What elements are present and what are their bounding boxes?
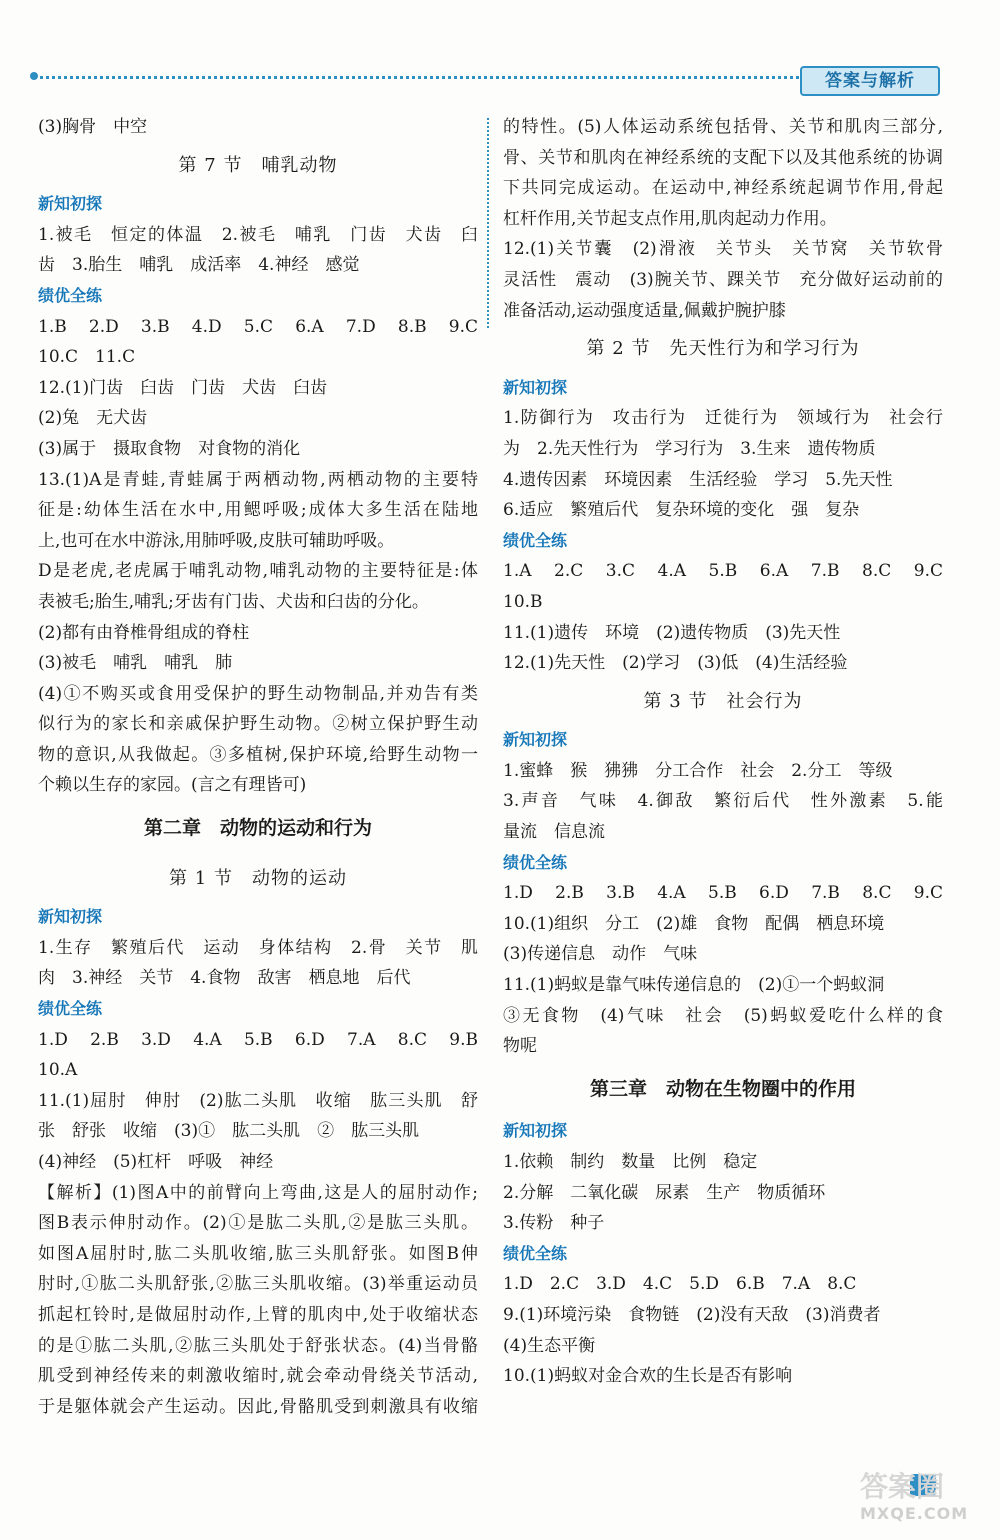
right-column	[503, 112, 943, 1392]
text-line: 10.C 11.C	[38, 347, 136, 368]
text-line: 11.(1)蚂蚁是靠气味传递信息的 (2)①一个蚂蚁洞	[503, 975, 885, 996]
text-line: 骨、关节和肌肉在神经系统的支配下以及其他系统的协调	[503, 147, 943, 168]
text-line: (3)被毛 哺乳 哺乳 肺	[38, 653, 233, 674]
watermark-logo	[860, 1470, 980, 1530]
text-line: 征是:幼体生活在水中,用鳃呼吸;成体大多生活在陆地	[38, 500, 478, 521]
text-line: 肘时,①肱二头肌舒张,②肱三头肌收缩。(3)举重运动员	[38, 1274, 478, 1295]
text-line: 1.生存 繁殖后代 运动 身体结构 2.骨 关节 肌	[38, 937, 478, 958]
text-line: (2)都有由脊椎骨组成的脊柱	[38, 622, 250, 643]
section-tag: 绩优全练	[503, 852, 568, 872]
text-line: 1.D 2.B 3.B 4.A 5.B 6.D 7.B 8.C 9.C	[503, 883, 943, 904]
text-line: 表被毛;胎生,哺乳;牙齿有门齿、犬齿和臼齿的分化。	[38, 591, 429, 612]
text-line: 准备活动,运动强度适量,佩戴护腕护膝	[503, 300, 786, 321]
text-line: 如图A屈肘时,肱二头肌收缩,肱三头肌舒张。如图B伸	[38, 1243, 478, 1264]
text-line: (3)属于 摄取食物 对食物的消化	[38, 438, 301, 459]
text-line: 的是①肱二头肌,②肱三头肌处于舒张状态。(4)当骨骼	[38, 1335, 478, 1356]
text-line: 4.遗传因素 环境因素 生活经验 学习 5.先天性	[503, 469, 893, 490]
left-column	[38, 112, 478, 1422]
text-line: 1.B 2.D 3.B 4.D 5.C 6.A 7.D 8.B 9.C	[38, 316, 478, 337]
text-line: 图B表示伸肘动作。(2)①是肱二头肌,②是肱三头肌。	[38, 1213, 478, 1234]
text-line: 10.A	[38, 1060, 78, 1081]
section-tag: 绩优全练	[38, 999, 103, 1019]
text-line: 1.A 2.C 3.C 4.A 5.B 6.A 7.B 8.C 9.C	[503, 561, 943, 582]
text-line: 张 舒张 收缩 (3)① 肱二头肌 ② 肱三头肌	[38, 1121, 420, 1142]
text-line: (4)①不购买或食用受保护的野生动物制品,并劝告有类	[38, 683, 478, 704]
text-line: 6.适应 繁殖后代 复杂环境的变化 强 复杂	[503, 500, 860, 521]
text-line: D是老虎,老虎属于哺乳动物,哺乳动物的主要特征是:体	[38, 561, 478, 582]
text-line: 9.(1)环境污染 食物链 (2)没有天敌 (3)消费者	[503, 1304, 881, 1325]
text-line: 1.D 2.C 3.D 4.C 5.D 6.B 7.A 8.C	[503, 1274, 857, 1295]
text-line: 于是躯体就会产生运动。因此,骨骼肌受到刺激具有收缩	[38, 1396, 478, 1417]
section-heading: 第 2 节 先天性行为和学习行为	[586, 338, 860, 360]
text-line: 3.声音 气味 4.御敌 繁衍后代 性外激素 5.能	[503, 791, 943, 812]
section-tag: 新知初探	[38, 194, 103, 214]
column-divider	[487, 118, 489, 328]
watermark-text: 答案圈	[860, 1470, 945, 1503]
section-tag: 绩优全练	[503, 1243, 568, 1263]
text-line: 1.依赖 制约 数量 比例 稳定	[503, 1152, 758, 1172]
text-line: 10.(1)蚂蚁对金合欢的生长是否有影响	[503, 1366, 793, 1387]
text-line: 肌受到神经传来的刺激收缩时,就会牵动骨绕关节活动,	[38, 1366, 478, 1387]
text-line: 1.被毛 恒定的体温 2.被毛 哺乳 门齿 犬齿 臼	[38, 224, 478, 245]
text-line: 【解析】(1)图A中的前臂向上弯曲,这是人的屈肘动作;	[38, 1182, 478, 1203]
text-line: 12.(1)门齿 臼齿 门齿 犬齿 臼齿	[38, 377, 328, 398]
text-line: 11.(1)屈肘 伸肘 (2)肱二头肌 收缩 肱三头肌 舒	[38, 1090, 478, 1111]
text-line: 10.B	[503, 591, 543, 612]
text-line: 3.传粉 种子	[503, 1213, 605, 1234]
header-rule	[34, 76, 799, 79]
text-line: 抓起杠铃时,是做屈肘动作,上臂的肌肉中,处于收缩状态	[38, 1304, 478, 1325]
text-line: 10.(1)组织 分工 (2)雄 食物 配偶 栖息环境	[503, 913, 885, 934]
section-tag: 绩优全练	[503, 530, 568, 550]
chapter-heading: 第二章 动物的运动和行为	[143, 817, 372, 840]
text-line: 下共同完成运动。在运动中,神经系统起调节作用,骨起	[503, 178, 943, 199]
header-tab: 答案与解析	[800, 66, 940, 96]
text-line: 个赖以生存的家园。(言之有理皆可)	[38, 775, 307, 796]
text-line: 物的意识,从我做起。③多植树,保护环境,给野生动物一	[38, 744, 478, 765]
section-tag: 新知初探	[503, 377, 568, 397]
text-line: 上,也可在水中游泳,用肺呼吸,皮肤可辅助呼吸。	[38, 530, 395, 551]
text-line: (4)生态平衡	[503, 1335, 596, 1356]
section-heading: 第 3 节 社会行为	[643, 690, 803, 712]
section-heading: 第 1 节 动物的运动	[169, 867, 347, 889]
text-line: 12.(1)先天性 (2)学习 (3)低 (4)生活经验	[503, 653, 848, 674]
text-line: 肉 3.神经 关节 4.食物 敌害 栖息地 后代	[38, 968, 411, 989]
chapter-heading: 第三章 动物在生物圈中的作用	[589, 1077, 856, 1100]
text-line: 量流 信息流	[503, 822, 605, 843]
section-tag: 绩优全练	[38, 285, 103, 305]
text-line: 齿 3.胎生 哺乳 成活率 4.神经 感觉	[38, 255, 360, 276]
section-tag: 新知初探	[503, 1121, 568, 1141]
text-line: (3)传递信息 动作 气味	[503, 944, 698, 965]
text-line: 似行为的家长和亲戚保护野生动物。②树立保护野生动	[38, 714, 478, 735]
text-line: 2.分解 二氧化碳 尿素 生产 物质循环	[503, 1182, 826, 1203]
text-line: 13.(1)A是青蛙,青蛙属于两栖动物,两栖动物的主要特	[38, 469, 478, 490]
text-line: 灵活性 震动 (3)腕关节、踝关节 充分做好运动前的	[503, 269, 943, 290]
text-line: 物呢	[503, 1036, 537, 1057]
text-line: 12.(1)关节囊 (2)滑液 关节头 关节窝 关节软骨	[503, 239, 943, 260]
text-line: 杠杆作用,关节起支点作用,肌肉起动力作用。	[503, 208, 837, 229]
text-line: ③无食物 (4)气味 社会 (5)蚂蚁爱吃什么样的食	[503, 1005, 943, 1026]
text-line: (4)神经 (5)杠杆 呼吸 神经	[38, 1152, 274, 1172]
text-line: 1.D 2.B 3.D 4.A 5.B 6.D 7.A 8.C 9.B	[38, 1029, 478, 1050]
text-line: 1.蜜蜂 猴 狒狒 分工合作 社会 2.分工 等级	[503, 760, 893, 781]
text-line: 为 2.先天性行为 学习行为 3.生来 遗传物质	[503, 438, 876, 459]
text-line: 1.防御行为 攻击行为 迁徙行为 领域行为 社会行	[503, 408, 943, 429]
text-line: (3)胸骨 中空	[38, 117, 148, 137]
text-line: 11.(1)遗传 环境 (2)遗传物质 (3)先天性	[503, 622, 841, 643]
section-tag: 新知初探	[38, 907, 103, 927]
watermark-url: MXQE.COM	[860, 1504, 969, 1523]
text-line: 的特性。(5)人体运动系统包括骨、关节和肌肉三部分,	[503, 117, 943, 137]
text-line: (2)兔 无犬齿	[38, 408, 148, 429]
section-tag: 新知初探	[503, 730, 568, 750]
section-heading: 第 7 节 哺乳动物	[178, 154, 338, 176]
